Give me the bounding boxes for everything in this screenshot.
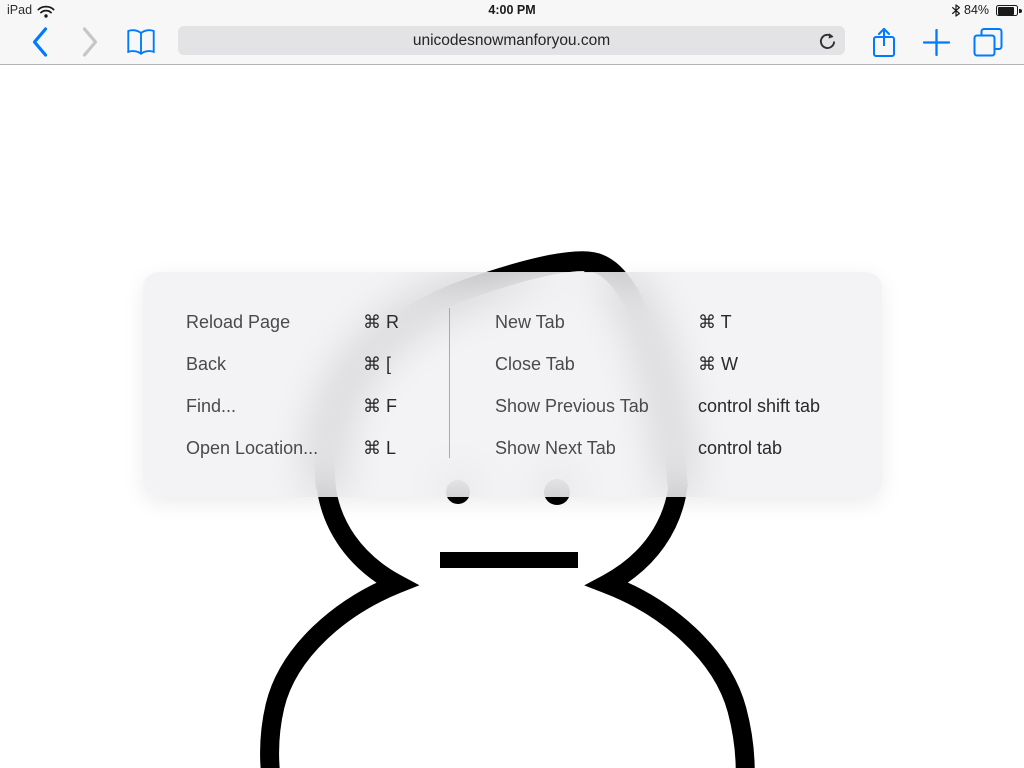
shortcut-row — [495, 301, 875, 343]
back-button[interactable] — [18, 20, 62, 64]
shortcut-row — [495, 427, 875, 469]
url-text: unicodesnowmanforyou.com — [412, 31, 611, 49]
reload-icon — [819, 32, 836, 51]
address-bar[interactable] — [178, 26, 845, 55]
battery-percent: 84% — [964, 3, 990, 17]
shortcut-keys: ⌘ [ — [363, 354, 392, 374]
carrier-label: iPad — [7, 3, 33, 17]
shortcut-label: Close Tab — [495, 354, 575, 374]
shortcut-label: Show Previous Tab — [495, 396, 649, 416]
shortcut-label: Show Next Tab — [495, 438, 616, 458]
keyboard-shortcuts-popup — [143, 272, 882, 497]
shortcut-keys: control tab — [698, 438, 783, 458]
browser-chrome — [0, 0, 1024, 65]
shortcut-label: New Tab — [495, 312, 565, 332]
shortcut-keys: ⌘ R — [363, 312, 399, 332]
new-tab-button[interactable] — [914, 20, 958, 64]
shortcut-label: Back — [186, 354, 227, 374]
shortcut-keys: ⌘ L — [363, 438, 397, 458]
chevron-left-icon — [29, 25, 51, 59]
share-icon — [871, 26, 897, 59]
chevron-right-icon — [79, 25, 101, 59]
forward-button[interactable] — [68, 20, 112, 64]
snowman-right-outline — [607, 486, 745, 768]
shortcut-row — [495, 343, 875, 385]
overlapping-squares-icon — [972, 27, 1004, 58]
snowman-left-outline — [270, 486, 397, 768]
shortcut-label: Open Location... — [186, 438, 319, 458]
shortcut-row — [495, 385, 875, 427]
shortcut-keys: ⌘ W — [698, 354, 738, 374]
share-button[interactable] — [862, 20, 906, 64]
shortcut-keys: ⌘ T — [698, 312, 732, 332]
snowman-head-tip — [583, 261, 616, 273]
shortcut-label: Reload Page — [186, 312, 291, 332]
reload-button[interactable] — [816, 30, 838, 52]
bookmarks-button[interactable] — [119, 20, 163, 64]
clock: 4:00 PM — [488, 3, 536, 17]
status-bar — [0, 0, 1024, 20]
snowman-mouth — [440, 552, 578, 568]
shortcut-keys: control shift tab — [698, 396, 821, 416]
shortcut-label: Find... — [186, 396, 237, 416]
open-book-icon — [125, 26, 157, 58]
shortcut-keys: ⌘ F — [363, 396, 397, 416]
plus-icon — [922, 28, 951, 57]
tabs-button[interactable] — [966, 20, 1010, 64]
battery-icon — [996, 5, 1022, 16]
